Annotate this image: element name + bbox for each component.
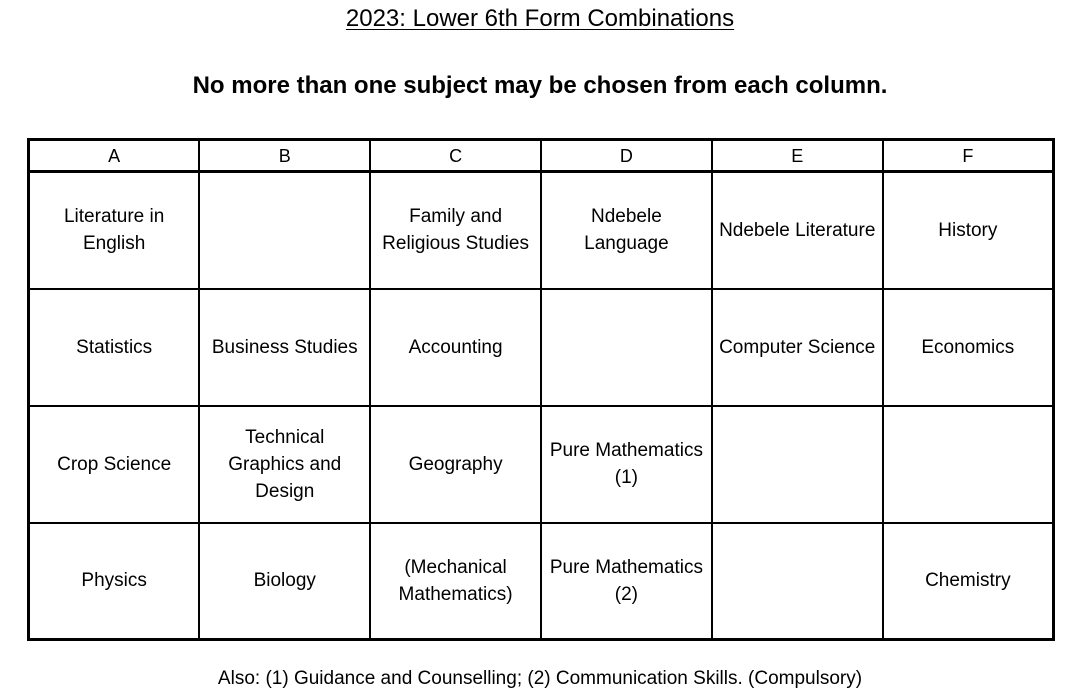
table-cell xyxy=(541,289,712,406)
table-cell xyxy=(370,406,541,523)
table-cell xyxy=(370,172,541,289)
table-cell xyxy=(29,172,200,289)
table-cell xyxy=(712,289,883,406)
table-cell xyxy=(712,172,883,289)
table-cell xyxy=(883,172,1054,289)
subject-name: Literature in English xyxy=(63,206,165,255)
table-cell xyxy=(712,523,883,640)
table-cell xyxy=(199,172,370,289)
table-cell xyxy=(199,523,370,640)
table-cell xyxy=(199,289,370,406)
document-title: 2023: Lower 6th Form Combinations xyxy=(345,5,735,32)
subject-name: Economics xyxy=(921,336,1015,358)
document-instruction: No more than one subject may be chosen from each column. xyxy=(192,72,888,99)
table-cell xyxy=(541,523,712,640)
table-cell xyxy=(541,172,712,289)
compulsory-subjects-note: Also: (1) Guidance and Counselling; (2) Communication Skills. (Compulsory) xyxy=(217,668,863,689)
subject-name: Accounting xyxy=(408,336,503,358)
subject-name: Biology xyxy=(253,570,316,592)
table-cell xyxy=(883,289,1054,406)
table-cell xyxy=(29,523,200,640)
table-cell xyxy=(883,406,1054,523)
subject-name: Pure Mathematics (1) xyxy=(549,440,703,488)
table-body xyxy=(29,172,1054,640)
subject-name: Family and Religious Studies xyxy=(382,206,529,255)
column-header-a: A xyxy=(29,140,200,172)
table-cell xyxy=(29,406,200,523)
table-cell xyxy=(29,289,200,406)
subject-name: Computer Science xyxy=(719,336,876,358)
table-header xyxy=(29,140,1054,172)
subject-name: Pure Mathematics (2) xyxy=(549,556,703,605)
subject-name: Ndebele Language xyxy=(584,206,669,255)
table-row xyxy=(29,172,1054,289)
column-header-b: B xyxy=(199,140,370,172)
column-header-c: C xyxy=(370,140,541,172)
subject-name: Physics xyxy=(81,570,147,592)
column-header-e: E xyxy=(712,140,883,172)
table-cell xyxy=(370,289,541,406)
table-cell xyxy=(712,406,883,523)
table-row xyxy=(29,406,1054,523)
subject-name: (Mechanical Mathematics) xyxy=(398,556,513,605)
subject-name: Chemistry xyxy=(925,570,1011,592)
subject-name: Statistics xyxy=(76,336,153,358)
table-cell xyxy=(541,406,712,523)
column-header-d: D xyxy=(541,140,712,172)
table-header-row xyxy=(29,140,1054,172)
subject-name: Crop Science xyxy=(57,453,172,475)
subject-name: History xyxy=(938,219,998,241)
subject-name: Geography xyxy=(408,453,503,475)
table-row xyxy=(29,523,1054,640)
subject-name: Business Studies xyxy=(211,336,358,358)
table-cell xyxy=(199,406,370,523)
column-header-f: F xyxy=(883,140,1054,172)
subject-name: Technical Graphics and Design xyxy=(228,426,342,502)
table-row xyxy=(29,289,1054,406)
subject-name: Ndebele Literature xyxy=(719,219,876,241)
table-cell xyxy=(370,523,541,640)
table-cell xyxy=(883,523,1054,640)
subject-combinations-table xyxy=(27,138,1055,641)
